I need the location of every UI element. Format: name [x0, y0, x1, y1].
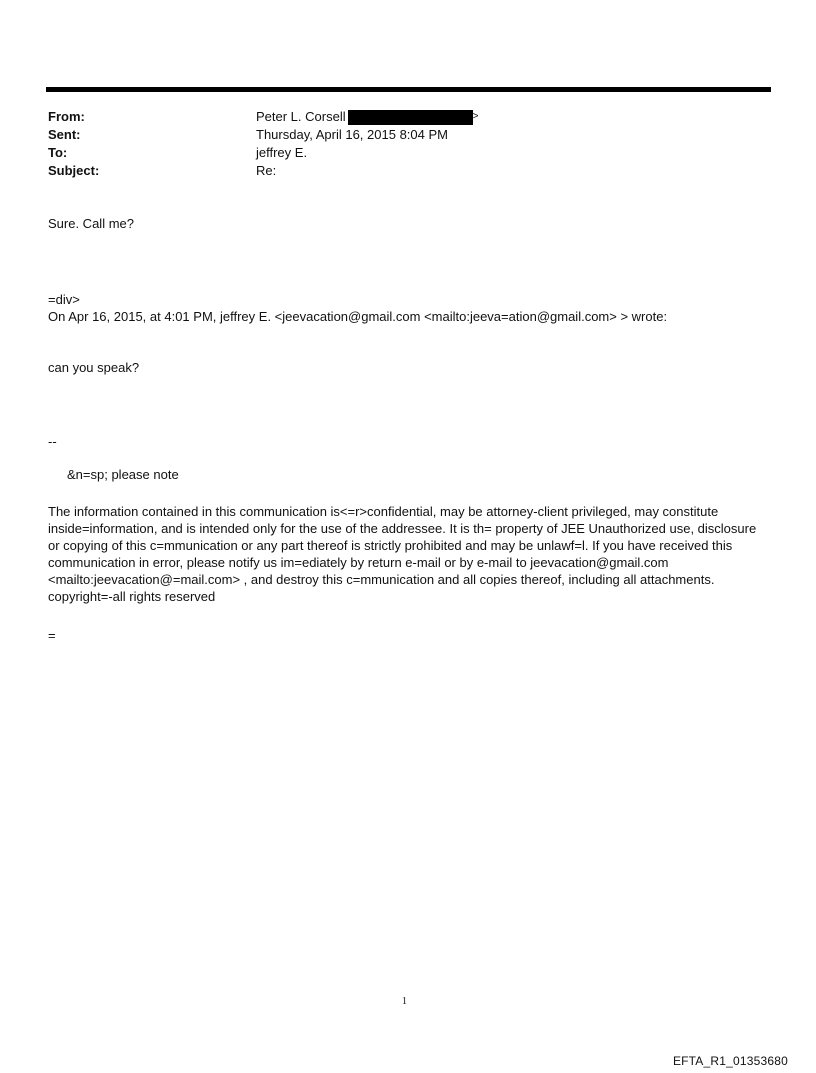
- div-marker: =div>: [48, 292, 80, 307]
- from-value: [256, 108, 478, 126]
- email-header: [48, 108, 768, 180]
- subject-label: Subject:: [48, 163, 100, 178]
- redaction-block: [348, 110, 473, 125]
- reply-text: Sure. Call me?: [48, 216, 134, 231]
- sent-label: Sent:: [48, 127, 81, 142]
- header-divider-rule: [46, 87, 771, 92]
- sent-row: [48, 126, 768, 144]
- from-label: From:: [48, 109, 85, 124]
- to-row: [48, 144, 768, 162]
- sent-value: Thursday, April 16, 2015 8:04 PM: [256, 127, 448, 142]
- bates-number: EFTA_R1_01353680: [672, 1054, 788, 1068]
- trailing-equals: =: [48, 628, 56, 643]
- redaction-tail: >: [472, 111, 479, 122]
- from-row: [48, 108, 768, 126]
- confidentiality-disclaimer: The information contained in this communication is<=r>confidential, may be attorney-client privileged, may constitute inside=information, and is intended only for the use of the addressee. It is th= property of JEE Unauthorized use, disclosure or copying of this c=mmunication or any part thereof is strictly prohibited and may be unlawf=l. If you have received this communication in error, please notify us im=ediately by return e-mail or by e-mail to jeevacation@gmail.com <mailto:jeevacation@=mail.com> , and destroy this c=mmunication and all copies thereof, including all attachments. copyright=-all rights reserved: [48, 504, 757, 604]
- page-number: 1: [402, 996, 407, 1007]
- please-note: &n=sp; please note: [67, 467, 179, 482]
- to-label: To:: [48, 145, 68, 160]
- signature-dashes: --: [48, 434, 57, 449]
- quoted-message: can you speak?: [48, 360, 140, 375]
- subject-value: Re:: [256, 163, 277, 178]
- subject-row: [48, 162, 768, 180]
- sender-name: Peter L. Corsell: [256, 109, 346, 124]
- quote-intro: On Apr 16, 2015, at 4:01 PM, jeffrey E. <jeevacation@gmail.com <mailto:jeeva=ation@gmail.com> > wrote:: [48, 309, 668, 324]
- to-value: jeffrey E.: [256, 145, 308, 160]
